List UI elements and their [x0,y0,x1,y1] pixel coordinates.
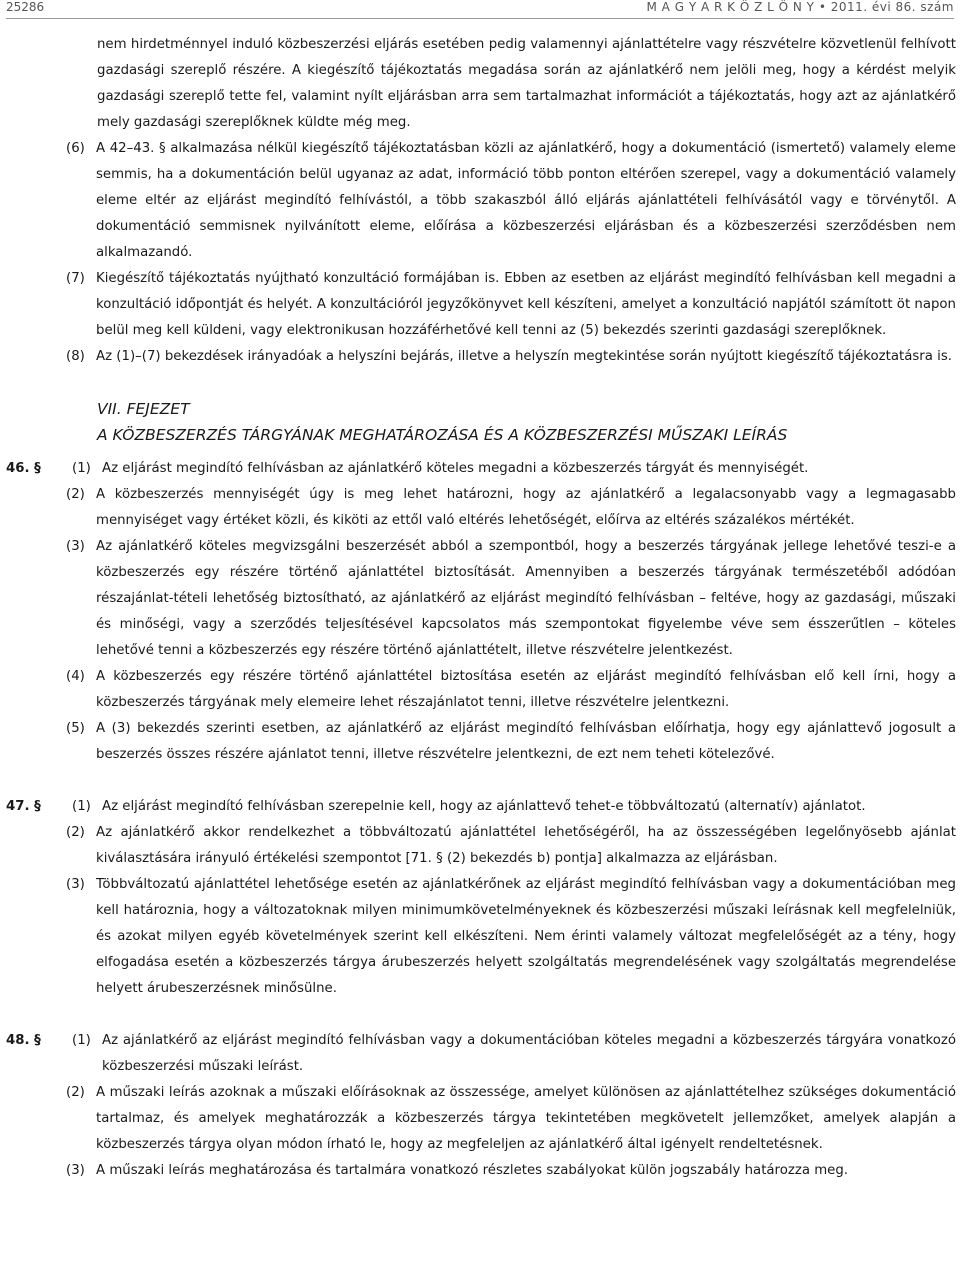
item-text: Az eljárást megindító felhívásban szerepelnie kell, hogy az ajánlattevő tehet-e többváltozatú (alternatív) ajánlatot. [102,799,866,814]
item-text: A közbeszerzés mennyiségét úgy is meg lehet határozni, hogy az ajánlatkérő a legalacsonyabb vagy a legmagasabb mennyiséget vagy értéket közli, és kiköti az ettől való eltérés lehetőségét, előírva az eltérés százalékos mértékét. [96,487,956,528]
item-number: (8) [66,349,85,364]
section-48 [0,1028,960,1080]
page-content [0,32,960,1184]
section-label: 48. § [6,1033,41,1048]
item-text: A 42–43. § alkalmazása nélkül kiegészítő tájékoztatásban közli az ajánlatkérő, hogy a dokumentáció (ismertető) valamely eleme semmis, ha a dokumentáción belül ugyanaz az adat, információ több ponton eltérően szerepel, vagy a dokumentáció valamely eleme eltér az eljárást megindító felhívástól, a több szakaszból álló eljárás ajánlattételi felhívásától vagy e törvénytől. A dokumentáció semmisnek nyilvánított eleme, előírása a közbeszerzési eljárásban és a közbeszerzési szerződésben nem alkalmazandó. [96,141,956,260]
list-item [0,664,960,716]
list-item [0,136,960,266]
item-number: (3) [66,877,85,892]
item-number: (5) [66,721,85,736]
item-text: Az ajánlatkérő köteles megvizsgálni beszerzését abból a szempontból, hogy a beszerzés tárgyának jellege lehetővé teszi-e a közbeszerzés egy részére történő ajánlattétel biztosítását. Amennyiben a beszerzés tárgyának természetéből adódóan részajánlat-tételi lehetőség biztosítható, az ajánlatkérő az eljárást megindító felhívásban – feltéve, hogy az gazdasági, műszaki és minőségi, vagy a szerződés teljesítésével kapcsolatos más szempontokat figyelembe véve sem ésszerűtlen – köteles lehetővé tenni a közbeszerzés egy részére történő ajánlattételt, illetve részvételre jelentkezést. [96,539,956,658]
publication-title: M A G Y A R K Ö Z L Ö N Y • 2011. évi 86. szám [646,0,954,14]
item-text: A közbeszerzés egy részére történő ajánlattétel biztosítása esetén az eljárást megindító felhívásban elő kell írni, hogy a közbeszerzés tárgyának mely elemeire lehet részajánlatot tenni, illetve részvételre jelentkezni. [96,669,956,710]
list-item [0,266,960,344]
item-number: (7) [66,271,85,286]
item-text: A (3) bekezdés szerinti esetben, az ajánlatkérő az eljárást megindító felhívásban előírhatja, hogy egy ajánlattevő jogosult a beszerzés összes részére ajánlatot tenni, illetve részvételre jelentkezni, de ezt nem teheti kötelezővé. [96,721,956,762]
section-46 [0,456,960,482]
item-number: (2) [66,825,85,840]
chapter-number: VII. FEJEZET [97,400,190,418]
list-item [0,482,960,534]
item-text: Többváltozatú ajánlattétel lehetősége esetén az ajánlatkérőnek az eljárást megindító felhívásban vagy a dokumentációban meg kell határoznia, hogy a változatoknak milyen minimumkövetelményeknek és közbeszerzési műszaki leírásnak kell megfelelniük, és azokat milyen egyéb követelmények szerint kell elkészíteni. Nem érinti valamely változat megfelelőségét az a tény, hogy elfogadása esetén a közbeszerzés tárgya árubeszerzés helyett szolgáltatás megrendelésének vagy szolgáltatás megrendelése helyett árubeszerzésnek minősülne. [96,877,956,996]
header-rule [6,18,954,19]
section-47 [0,794,960,820]
item-number: (2) [66,487,85,502]
section-label: 47. § [6,799,41,814]
item-text: A műszaki leírás azoknak a műszaki előírásoknak az összessége, amelyet különösen az ajánlattételhez szükséges dokumentáció tartalmaz, és amelyek meghatározzák a közbeszerzés tárgya tekintetében megkövetelt jellemzőket, amelyek alapján a közbeszerzés tárgya olyan módon írható le, hogy az megfeleljen az ajánlatkérő által igényelt rendeltetésnek. [96,1085,956,1152]
item-text: Az (1)–(7) bekezdések irányadóak a helyszíni bejárás, illetve a helyszín megtekintése során nyújtott kiegészítő tájékoztatásra is. [96,349,952,364]
page-header [6,0,954,18]
section-label: 46. § [6,461,41,476]
item-number: (1) [72,461,91,476]
item-number: (1) [72,799,91,814]
item-number: (6) [66,141,85,156]
item-number: (2) [66,1085,85,1100]
list-item [0,344,960,370]
item-text: Az ajánlatkérő az eljárást megindító felhívásban vagy a dokumentációban köteles megadni a közbeszerzés tárgyára vonatkozó közbeszerzési műszaki leírást. [102,1033,956,1074]
intro-paragraph: nem hirdetménnyel induló közbeszerzési eljárás esetében pedig valamennyi ajánlattételre vagy részvételre közvetlenül felhívott gazdasági szereplő részére. A kiegészítő tájékoztatás megadása során az ajánlatkérő nem jelöli meg, hogy a kérdést melyik gazdasági szereplő tette fel, valamint nyílt eljárásban arra sem tartalmazhat információt a tájékoztatás, hogy azt az ajánlatkérő mely gazdasági szereplőknek küldte még meg. [97,37,956,130]
item-text: Az ajánlatkérő akkor rendelkezhet a többváltozatú ajánlattétel lehetőségéről, ha az összességében legelőnyösebb ajánlat kiválasztására irányuló értékelési szempontot [71. § (2) bekezdés b) pontja] alkalmazza az eljárásban. [96,825,956,866]
item-number: (4) [66,669,85,684]
list-item [0,820,960,872]
list-item [0,872,960,1002]
item-text: Az eljárást megindító felhívásban az ajánlatkérő köteles megadni a közbeszerzés tárgyát és mennyiségét. [102,461,809,476]
item-text: Kiegészítő tájékoztatás nyújtható konzultáció formájában is. Ebben az esetben az eljárást megindító felhívásban kell megadni a konzultáció időpontját és helyét. A konzultációról jegyzőkönyvet kell készíteni, amelyet a konzultáció napjától számított öt napon belül meg kell küldeni, vagy elektronikusan hozzáférhetővé kell tenni az (5) bekezdés szerinti gazdasági szereplőknek. [96,271,956,338]
item-number: (3) [66,1163,85,1178]
list-item [0,716,960,768]
item-number: (3) [66,539,85,554]
chapter-title: A KÖZBESZERZÉS TÁRGYÁNAK MEGHATÁROZÁSA ÉS A KÖZBESZERZÉSI MŰSZAKI LEÍRÁS [97,426,788,444]
list-item [0,1158,960,1184]
list-item [0,1080,960,1158]
item-text: A műszaki leírás meghatározása és tartalmára vonatkozó részletes szabályokat külön jogszabály határozza meg. [96,1163,849,1178]
item-number: (1) [72,1033,91,1048]
list-item [0,534,960,664]
page-number: 25286 [6,0,45,14]
